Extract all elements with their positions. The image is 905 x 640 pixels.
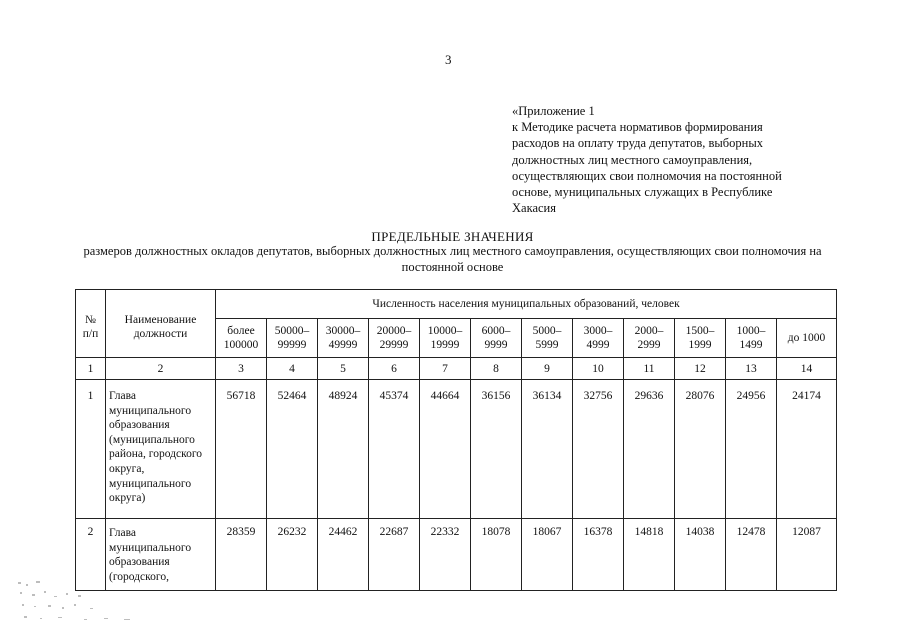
column-number: 4 — [267, 358, 318, 380]
salary-value: 28359 — [216, 519, 267, 591]
header-line: п/п — [82, 327, 99, 340]
column-number: 7 — [420, 358, 471, 380]
salary-value: 18067 — [522, 519, 573, 591]
salary-value: 22687 — [369, 519, 420, 591]
population-group-header: до 1000 — [777, 319, 837, 358]
population-group-header: более 100000 — [216, 319, 267, 358]
population-group-header: 20000– 29999 — [369, 319, 420, 358]
appendix-line: основе, муниципальных служащих в Республике — [512, 185, 773, 200]
column-number: 12 — [675, 358, 726, 380]
salary-value: 26232 — [267, 519, 318, 591]
population-group-header: 5000– 5999 — [522, 319, 573, 358]
salary-value: 45374 — [369, 380, 420, 519]
header-line: № — [85, 313, 96, 326]
column-number: 6 — [369, 358, 420, 380]
appendix-line: расходов на оплату труда депутатов, выборных — [512, 136, 764, 151]
salary-value: 32756 — [573, 380, 624, 519]
column-number: 13 — [726, 358, 777, 380]
appendix-line: к Методике расчета нормативов формирования — [512, 120, 763, 135]
population-group-header: 1000– 1499 — [726, 319, 777, 358]
column-number-row — [76, 358, 837, 380]
column-number: 14 — [777, 358, 837, 380]
population-group-header: 50000– 99999 — [267, 319, 318, 358]
scan-artifact — [14, 578, 144, 628]
salary-value: 14818 — [624, 519, 675, 591]
salary-value: 24956 — [726, 380, 777, 519]
column-number: 10 — [573, 358, 624, 380]
column-number: 9 — [522, 358, 573, 380]
population-group-header: 30000– 49999 — [318, 319, 369, 358]
appendix-line: должностных лиц местного самоуправления, — [512, 152, 753, 167]
population-group-header: 6000– 9999 — [471, 319, 522, 358]
col-number-header — [76, 290, 106, 358]
header-line: Наименование — [124, 313, 197, 326]
population-group-header: 2000– 2999 — [624, 319, 675, 358]
position-name: Глава муниципального образования (городского, — [106, 519, 216, 591]
position-name: Глава муниципального образования (муниципального района, городского округа, муниципального округа) — [106, 380, 216, 519]
page-number: 3 — [445, 52, 452, 67]
table-row — [76, 519, 837, 591]
column-number: 5 — [318, 358, 369, 380]
appendix-note — [512, 103, 842, 216]
salary-value: 28076 — [675, 380, 726, 519]
salary-value: 12478 — [726, 519, 777, 591]
column-number: 2 — [106, 358, 216, 380]
document-subtitle: размеров должностных окладов депутатов, выборных должностных лиц местного самоуправления, осуществляющих свои полномочия на постоянной основе — [83, 244, 822, 274]
column-number: 3 — [216, 358, 267, 380]
row-number: 2 — [76, 519, 106, 591]
column-number: 11 — [624, 358, 675, 380]
population-header: Численность населения муниципальных образований, человек — [216, 290, 837, 319]
salary-value: 18078 — [471, 519, 522, 591]
population-group-header: 3000– 4999 — [573, 319, 624, 358]
salary-value: 24174 — [777, 380, 837, 519]
column-number: 8 — [471, 358, 522, 380]
salary-value: 14038 — [675, 519, 726, 591]
salary-value: 44664 — [420, 380, 471, 519]
salary-limits-table — [75, 289, 837, 591]
salary-value: 12087 — [777, 519, 837, 591]
population-group-header: 10000– 19999 — [420, 319, 471, 358]
header-line: должности — [133, 327, 188, 340]
col-position-header — [106, 290, 216, 358]
salary-value: 22332 — [420, 519, 471, 591]
salary-value: 56718 — [216, 380, 267, 519]
salary-value: 48924 — [318, 380, 369, 519]
table-row — [76, 380, 837, 519]
document-title: ПРЕДЕЛЬНЫЕ ЗНАЧЕНИЯ — [371, 229, 534, 244]
salary-value: 36156 — [471, 380, 522, 519]
table-header-row — [76, 290, 837, 319]
population-group-header: 1500– 1999 — [675, 319, 726, 358]
salary-value: 52464 — [267, 380, 318, 519]
salary-value: 36134 — [522, 380, 573, 519]
appendix-line: Хакасия — [512, 201, 556, 216]
appendix-line: осуществляющих свои полномочия на постоянной — [512, 168, 782, 183]
column-number: 1 — [76, 358, 106, 380]
salary-value: 24462 — [318, 519, 369, 591]
salary-value: 29636 — [624, 380, 675, 519]
appendix-line: «Приложение 1 — [512, 104, 595, 118]
salary-value: 16378 — [573, 519, 624, 591]
row-number: 1 — [76, 380, 106, 519]
